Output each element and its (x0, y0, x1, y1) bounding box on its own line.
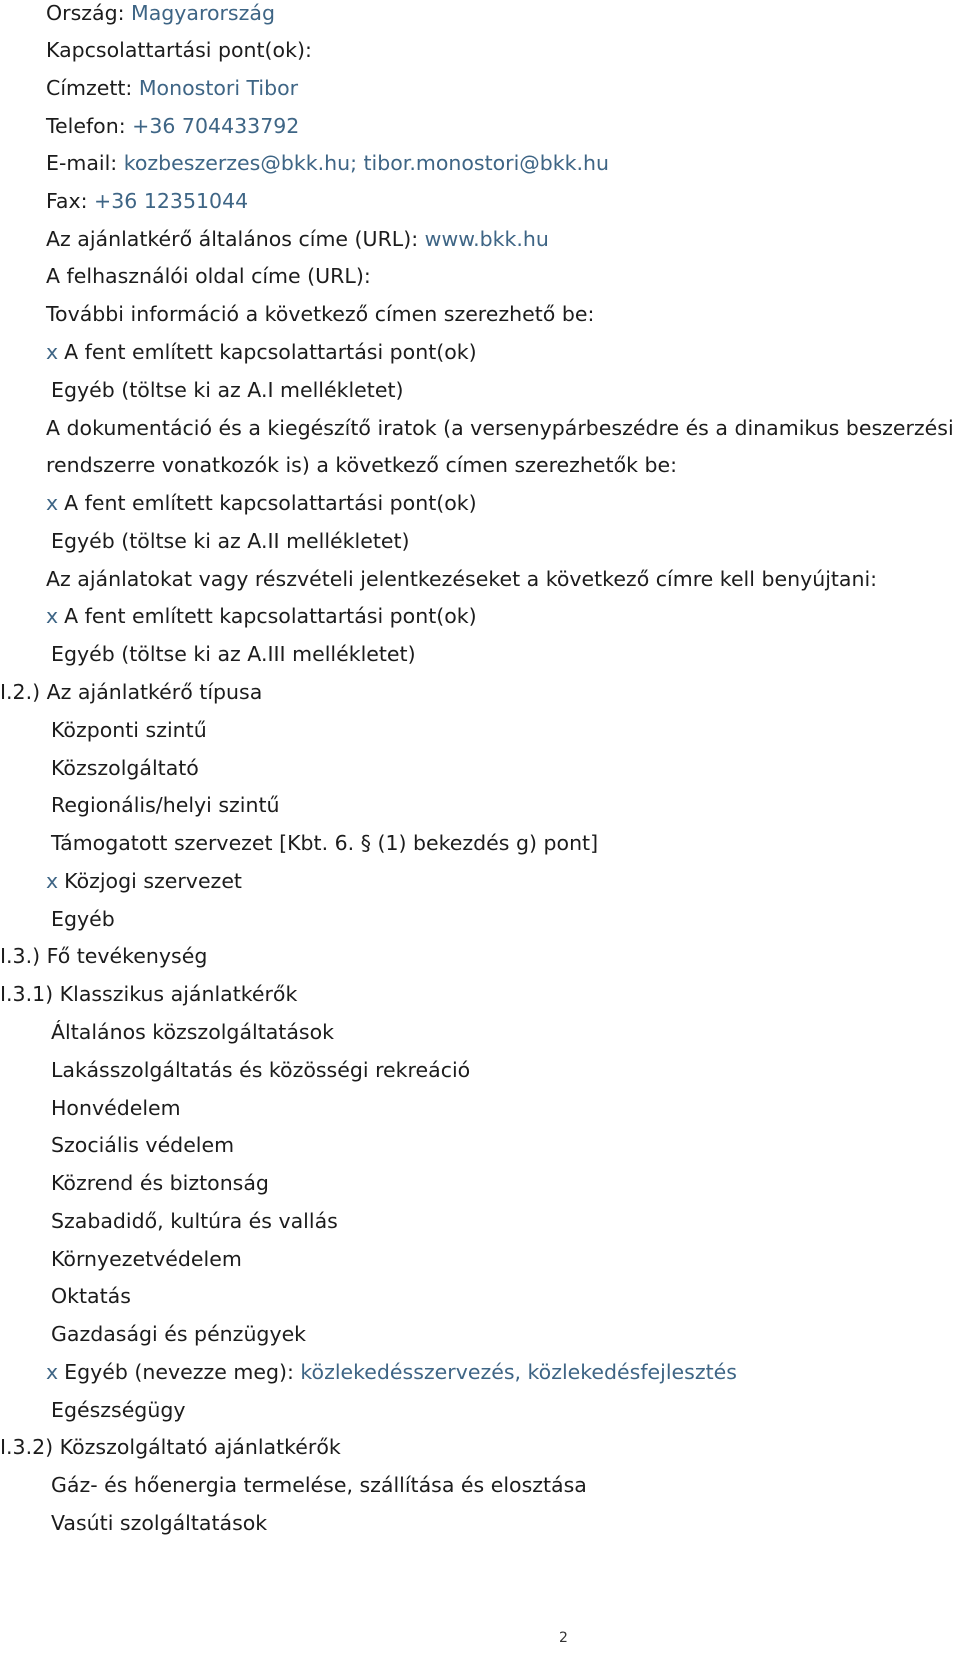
i31-option: Szabadidő, kultúra és vallás (51, 1209, 338, 1233)
checked-mark: x (46, 869, 59, 893)
i2-option-label: Közjogi szervezet (64, 869, 242, 893)
section-i2-heading: I.2.) Az ajánlatkérő típusa (0, 680, 263, 704)
checked-mark: x (46, 604, 59, 628)
fax-label: Fax: (46, 189, 88, 213)
section-i31-heading: I.3.1) Klasszikus ajánlatkérők (0, 982, 298, 1006)
i31-option: Oktatás (51, 1284, 131, 1308)
checked-mark: x (46, 340, 59, 364)
i31-option: Gazdasági és pénzügyek (51, 1322, 307, 1346)
i31-option: Honvédelem (51, 1096, 181, 1120)
page-number: 2 (559, 1630, 568, 1646)
info-option-contact (46, 339, 477, 365)
i31-option: Egészségügy (51, 1398, 186, 1422)
country-label: Ország: (46, 1, 125, 25)
fax-row (46, 188, 248, 214)
country-row (46, 0, 275, 26)
recipient-row (46, 75, 298, 101)
user-url-label: A felhasználói oldal címe (URL): (46, 264, 371, 288)
i2-option: Egyéb (51, 907, 115, 931)
i31-option: Lakásszolgáltatás és közösségi rekreáció (51, 1058, 471, 1082)
info-option-contact-label: A fent említett kapcsolattartási pont(ok) (64, 340, 477, 364)
info-option-other: Egyéb (töltse ki az A.I mellékletet) (51, 378, 404, 402)
email-value: kozbeszerzes@bkk.hu; tibor.monostori@bkk.hu (123, 151, 610, 175)
docs-option-other: Egyéb (töltse ki az A.II mellékletet) (51, 529, 410, 553)
i31-option: Szociális védelem (51, 1133, 235, 1157)
checked-mark: x (46, 1360, 59, 1384)
i31-option-selected (46, 1359, 737, 1385)
i31-option: Közrend és biztonság (51, 1171, 269, 1195)
section-i3-heading: I.3.) Fő tevékenység (0, 944, 208, 968)
recipient-value: Monostori Tibor (138, 76, 299, 100)
submission-option-contact-label: A fent említett kapcsolattartási pont(ok) (64, 604, 477, 628)
i2-option: Támogatott szervezet [Kbt. 6. § (1) bekezdés g) pont] (51, 831, 599, 855)
i31-option: Környezetvédelem (51, 1247, 242, 1271)
docs-option-contact-label: A fent említett kapcsolattartási pont(ok) (64, 491, 477, 515)
submission-intro: Az ajánlatokat vagy részvételi jelentkezéseket a következő címre kell benyújtani: (46, 567, 878, 591)
url-value: www.bkk.hu (424, 227, 549, 251)
docs-option-contact (46, 490, 477, 516)
i31-option-label: Egyéb (nevezze meg): (64, 1360, 294, 1384)
i31-option: Általános közszolgáltatások (51, 1020, 334, 1044)
i2-option: Regionális/helyi szintű (51, 793, 280, 817)
country-value: Magyarország (131, 1, 275, 25)
url-label: Az ajánlatkérő általános címe (URL): (46, 227, 419, 251)
recipient-label: Címzett: (46, 76, 133, 100)
i32-option: Gáz- és hőenergia termelése, szállítása és elosztása (51, 1473, 587, 1497)
submission-option-other: Egyéb (töltse ki az A.III mellékletet) (51, 642, 416, 666)
section-i32-heading: I.3.2) Közszolgáltató ajánlatkérők (0, 1435, 341, 1459)
fax-value: +36 12351044 (94, 189, 249, 213)
info-intro: További információ a következő címen szerezhető be: (46, 302, 595, 326)
i32-option: Vasúti szolgáltatások (51, 1511, 268, 1535)
phone-value: +36 704433792 (132, 114, 300, 138)
email-label: E-mail: (46, 151, 118, 175)
submission-option-contact (46, 603, 477, 629)
docs-intro-line2: rendszerre vonatkozók is) a következő címen szerezhetők be: (46, 453, 678, 477)
i2-option: Közszolgáltató (51, 756, 199, 780)
i2-option: Központi szintű (51, 718, 207, 742)
url-row (46, 226, 549, 252)
i31-other-value: közlekedésszervezés, közlekedésfejlesztés (300, 1360, 737, 1384)
phone-row (46, 113, 299, 139)
phone-label: Telefon: (46, 114, 126, 138)
docs-intro-line1: A dokumentáció és a kiegészítő iratok (a versenypárbeszédre és a dinamikus beszerzési (46, 416, 954, 440)
contact-points-label: Kapcsolattartási pont(ok): (46, 38, 312, 62)
checked-mark: x (46, 491, 59, 515)
i2-option-selected (46, 868, 242, 894)
email-row (46, 150, 609, 176)
